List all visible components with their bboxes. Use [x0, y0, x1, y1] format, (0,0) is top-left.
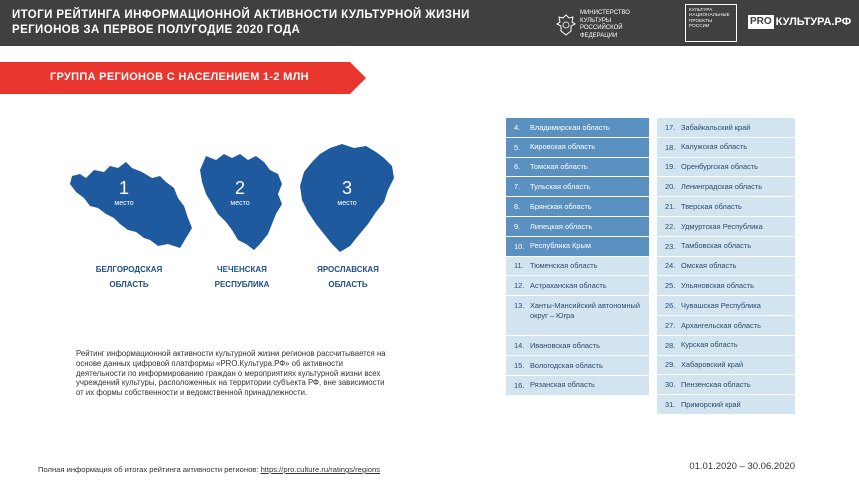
ranking-list-left — [506, 118, 649, 396]
ranking-position: 4. — [514, 122, 521, 132]
ranking-region-name: Ульяновская область — [681, 281, 755, 291]
ranking-position: 14. — [514, 341, 525, 351]
ranking-position: 12. — [514, 281, 525, 291]
ranking-row — [506, 197, 649, 217]
ranking-region-name: Кировская область — [530, 142, 596, 152]
ratings-link[interactable]: https://pro.culture.ru/ratings/regions — [260, 465, 381, 474]
ranking-position: 26. — [665, 301, 676, 311]
ranking-region-name: Ханты-Мансийский автономный округ – Югра — [530, 301, 640, 320]
date-range: 01.01.2020 – 30.06.2020 — [689, 461, 795, 472]
ranking-region-name: Чувашская Республика — [681, 300, 761, 310]
footer-note-text: Полная информация об итогах рейтинга активности регионов: — [38, 465, 261, 474]
eagle-emblem-icon — [556, 13, 576, 37]
ranking-region-name: Архангельская область — [681, 320, 761, 330]
ranking-row — [506, 296, 649, 336]
ranking-position: 10. — [514, 241, 525, 251]
ranking-region-name: Тульская область — [530, 182, 591, 192]
winner-1-rank: 1 — [118, 178, 129, 198]
ranking-position: 7. — [514, 182, 521, 192]
ranking-position: 11. — [514, 261, 524, 271]
winner-1-place: место — [114, 200, 134, 207]
ranking-row — [657, 237, 795, 257]
ranking-row — [506, 356, 649, 376]
winner-1-name-line1: БЕЛГОРОДСКАЯ — [95, 265, 163, 274]
ranking-row — [506, 376, 649, 396]
procultura-logo[interactable] — [748, 14, 851, 30]
ranking-row — [657, 257, 795, 277]
ranking-row — [657, 118, 795, 138]
ranking-row — [506, 177, 649, 197]
ministry-logo — [556, 10, 654, 40]
ranking-position: 17. — [665, 122, 676, 132]
ranking-row — [657, 356, 795, 376]
ranking-position: 30. — [665, 380, 676, 390]
ranking-row — [657, 158, 795, 178]
ranking-row — [506, 276, 649, 296]
ranking-region-name: Тамбовская область — [681, 241, 752, 251]
ranking-row — [506, 237, 649, 257]
ranking-row — [657, 316, 795, 336]
header-bar — [0, 0, 859, 46]
ranking-row — [506, 138, 649, 158]
ranking-row — [506, 257, 649, 277]
ranking-position: 8. — [514, 202, 521, 212]
ranking-region-name: Приморский край — [681, 399, 741, 409]
ministry-name: МИНИСТЕРСТВО КУЛЬТУРЫ РОССИЙСКОЙ ФЕДЕРАЦИИ — [580, 10, 630, 39]
ranking-row — [506, 118, 649, 138]
winner-1-name-line2: ОБЛАСТЬ — [109, 280, 149, 289]
group-ribbon — [0, 62, 366, 94]
ranking-region-name: Рязанская область — [530, 380, 595, 390]
ranking-position: 31. — [665, 400, 676, 410]
ranking-region-name: Владимирская область — [530, 122, 610, 132]
winner-1-name — [74, 262, 184, 292]
region-map-2 — [198, 152, 284, 250]
ranking-row — [657, 138, 795, 158]
ranking-row — [506, 217, 649, 237]
ranking-region-name: Республика Крым — [530, 241, 591, 251]
ranking-position: 19. — [665, 162, 676, 172]
ranking-row — [506, 336, 649, 356]
ranking-row — [657, 197, 795, 217]
ranking-position: 20. — [665, 182, 676, 192]
page-title: ИТОГИ РЕЙТИНГА ИНФОРМАЦИОННОЙ АКТИВНОСТИ КУЛЬТУРНОЙ ЖИЗНИ РЕГИОНОВ ЗА ПЕРВОЕ ПОЛУГОДИЕ 2020 ГОДА — [12, 9, 470, 36]
ranking-position: 28. — [665, 340, 676, 350]
ranking-region-name: Тюменская область — [530, 261, 598, 271]
winner-2-name-line2: РЕСПУБЛИКА — [214, 280, 270, 289]
winner-2-name — [187, 262, 297, 292]
ranking-position: 22. — [665, 221, 676, 231]
ranking-region-name: Забайкальский край — [681, 122, 751, 132]
ranking-position: 18. — [665, 142, 676, 152]
ranking-region-name: Липецкая область — [530, 221, 593, 231]
ranking-region-name: Удмуртская Республика — [681, 221, 763, 231]
ranking-row — [657, 296, 795, 316]
ranking-position: 25. — [665, 281, 676, 291]
ranking-position: 21. — [665, 202, 676, 212]
winner-2-name-line1: ЧЕЧЕНСКАЯ — [217, 265, 267, 274]
footer-note — [38, 465, 380, 474]
winner-3-name — [293, 262, 403, 292]
ranking-row — [506, 158, 649, 178]
ranking-region-name: Вологодская область — [530, 360, 603, 370]
national-projects-logo — [685, 4, 737, 42]
ranking-region-name: Калужская область — [681, 142, 748, 152]
winner-2-rank: 2 — [234, 178, 245, 198]
ranking-row — [657, 217, 795, 237]
winner-3-name-line2: ОБЛАСТЬ — [328, 280, 368, 289]
ranking-region-name: Ленинградская область — [681, 182, 763, 192]
ranking-position: 29. — [665, 360, 676, 370]
region-map-3 — [300, 144, 394, 252]
ranking-region-name: Курская область — [681, 340, 738, 350]
ranking-region-name: Пензенская область — [681, 380, 751, 389]
national-projects-text: КУЛЬТУРА НАЦИОНАЛЬНЫЕ ПРОЕКТЫ РОССИИ — [689, 7, 730, 28]
ranking-row — [657, 336, 795, 356]
ranking-region-name: Ивановская область — [530, 340, 600, 350]
ranking-row — [657, 375, 795, 395]
ranking-position: 15. — [514, 360, 525, 370]
ranking-region-name: Брянская область — [530, 201, 592, 211]
ranking-position: 16. — [514, 380, 525, 390]
winner-3-name-line1: ЯРОСЛАВСКАЯ — [317, 265, 379, 274]
winner-2-place: место — [230, 200, 250, 207]
ranking-region-name: Оренбургская область — [681, 162, 758, 172]
ranking-position: 27. — [665, 320, 676, 330]
winner-3-place: место — [337, 200, 357, 207]
ranking-region-name: Омская область — [681, 261, 737, 271]
ranking-region-name: Хабаровский край — [681, 360, 744, 370]
rating-description: Рейтинг информационной активности культурной жизни регионов рассчитывается на основе данных цифровой платформы «PRO.Культура.РФ» об активности деятельности по информированию граждан о мероприятиях культурной жизни всех учреждений культуры, расположенных на территории субъекта РФ, вне зависимости от их формы собственности и ведомственной принадлежности. — [76, 349, 386, 398]
winner-3-rank: 3 — [341, 178, 352, 198]
ranking-region-name: Томская область — [530, 162, 588, 172]
ranking-position: 9. — [514, 221, 521, 231]
procultura-suffix: КУЛЬТУРА.РФ — [775, 16, 852, 28]
ranking-region-name: Астраханская область — [530, 281, 607, 291]
ranking-position: 24. — [665, 261, 676, 271]
region-map-1 — [70, 158, 192, 250]
ranking-position: 23. — [665, 241, 676, 251]
ranking-row — [657, 395, 795, 415]
ranking-row — [657, 276, 795, 296]
ranking-row — [657, 177, 795, 197]
group-label: ГРУППА РЕГИОНОВ С НАСЕЛЕНИЕМ 1-2 МЛН — [50, 71, 309, 83]
procultura-prefix: PRO — [750, 16, 772, 27]
ranking-position: 6. — [514, 162, 521, 172]
ranking-position: 13. — [514, 301, 525, 311]
ranking-position: 5. — [514, 142, 521, 152]
ranking-list-right — [657, 118, 795, 415]
ranking-region-name: Тверская область — [681, 201, 742, 211]
